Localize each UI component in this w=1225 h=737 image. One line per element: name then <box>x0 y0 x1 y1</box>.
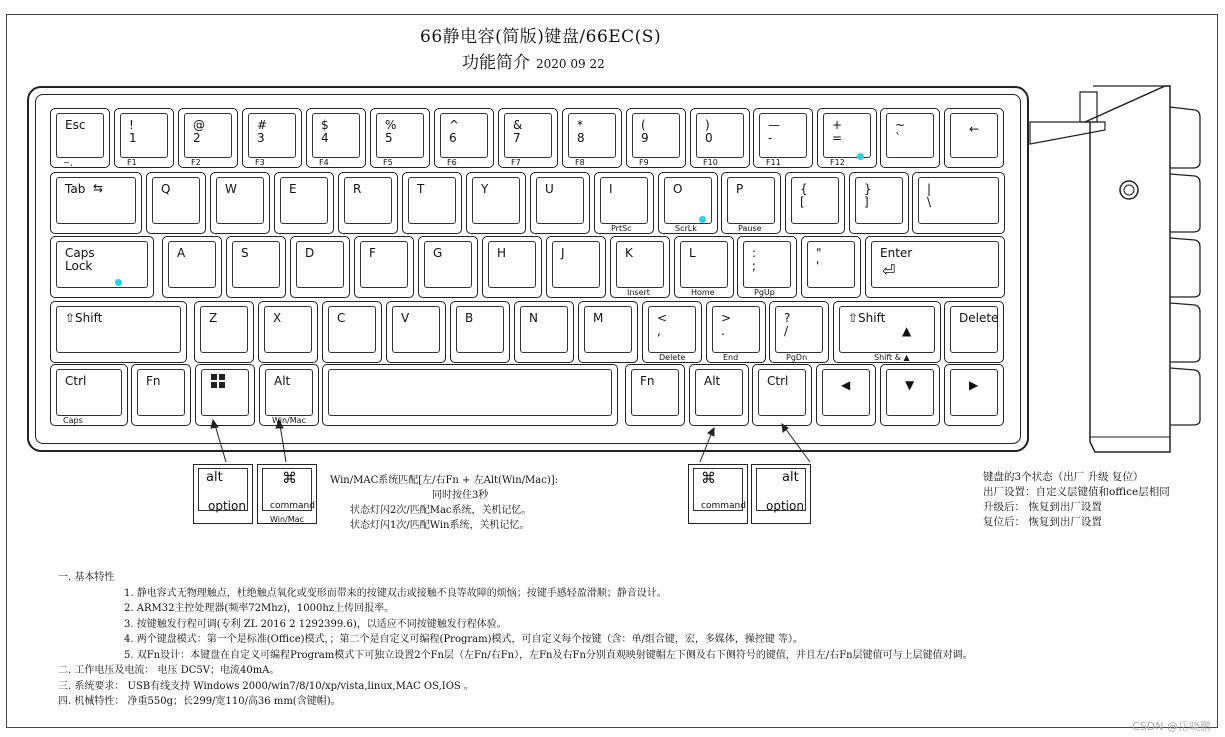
key-fn-legend: Shift & ▲ <box>874 353 910 362</box>
key-fn-legend: Home <box>691 288 715 297</box>
states-note-line3: 升级后： 恢复到出厂设置 <box>983 501 1102 513</box>
feature-item-4: 4. 两个键盘模式：第一个是标准(Office)模式，；第二个是自定义可编程(Program)模式，可自定义每个按键（含：单/组合键，宏，多媒体，操控键 等）。 <box>124 634 804 645</box>
alt-option-key-left <box>193 464 253 524</box>
states-note-line1: 键盘的3个状态（出厂 升级 复位） <box>983 471 1144 483</box>
key-fn-legend: F7 <box>511 158 521 167</box>
winmac-label: Win/Mac <box>270 515 304 524</box>
command-label: command <box>701 501 746 511</box>
key-fn-legend: Caps <box>63 416 83 425</box>
key-legend: C <box>337 311 346 325</box>
key-legend: Caps Lock <box>65 246 95 273</box>
key-legend: Fn <box>640 374 655 388</box>
key-legend: % 5 <box>385 118 397 145</box>
key-legend: @ 2 <box>193 118 205 145</box>
status-indicator-dot <box>857 153 864 160</box>
key-legend: Ctrl <box>767 374 789 388</box>
states-note-line2: 出厂设置：自定义层键值和office层相同 <box>983 486 1170 498</box>
key-legend: Fn <box>146 374 161 388</box>
key-legend: Ctrl <box>65 374 87 388</box>
tab-arrows-icon: ⇆ <box>93 181 104 195</box>
key-legend: ? / <box>784 311 791 338</box>
key-fn-legend: Delete <box>659 353 686 362</box>
winmac-note-line4: 状态灯闪1次/匹配Win系统，关机记忆。 <box>350 520 530 531</box>
key-legend: O <box>673 182 683 196</box>
key-legend: K <box>625 246 633 260</box>
subtitle-text: 功能简介 <box>462 53 530 73</box>
feature-item-2: 2. ARM32主控处理器(频率72Mhz)，1000hz上传回报率。 <box>124 603 395 614</box>
enter-return-icon: ⏎ <box>882 261 896 280</box>
key-legend: ) 0 <box>705 118 713 145</box>
alt-label: alt <box>782 470 799 485</box>
feature-heading-1: 一. 基本特性 <box>58 572 115 583</box>
key-legend: T <box>417 182 425 196</box>
key-legend: S <box>241 246 249 260</box>
key-legend: I <box>609 182 613 196</box>
key-fn-legend: F12 <box>830 158 845 167</box>
key-fn-legend: F8 <box>575 158 585 167</box>
key-fn-legend: End <box>723 353 739 362</box>
windows-logo-icon <box>210 373 226 392</box>
key-legend: A <box>177 246 186 260</box>
key-legend: < , <box>657 311 668 338</box>
key-legend: } ] <box>864 182 872 209</box>
key-legend: V <box>401 311 410 325</box>
key-legend: * 8 <box>577 118 585 145</box>
key-fn-legend: Insert <box>627 288 650 297</box>
feature-heading-4: 四. 机械特性： 净重550g；长299/宽110/高36 mm(含键帽)。 <box>58 696 341 707</box>
key-legend: Tab <box>65 182 86 196</box>
key-legend: ⇧Shift <box>65 311 103 325</box>
key-fn-legend: F2 <box>191 158 201 167</box>
key-legend: { [ <box>800 182 808 209</box>
key-legend: | \ <box>927 182 932 209</box>
key-fn-legend: F5 <box>383 158 393 167</box>
key-fn-legend: ~、 <box>63 158 78 167</box>
states-note-line4: 复位后： 恢复到出厂设置 <box>983 516 1102 528</box>
option-label: option <box>766 499 804 513</box>
key-fn-legend: F11 <box>766 158 781 167</box>
key-legend: H <box>497 246 507 260</box>
command-icon: ⌘ <box>701 469 716 487</box>
winmac-note-line1: Win/MAC系统匹配[左/右Fn + 左Alt(Win/Mac)]: <box>330 475 559 486</box>
key-legend: G <box>433 246 443 260</box>
key-legend: Alt <box>274 374 291 388</box>
page-title: 66静电容(简版)键盘/66EC(S) <box>420 27 662 47</box>
key-legend: L <box>689 246 696 260</box>
alt-label: alt <box>206 470 223 485</box>
key-legend: F <box>369 246 376 260</box>
key-fn-legend: PrtSc <box>611 224 632 233</box>
key-legend: E <box>289 182 297 196</box>
winmac-note-line2: 同时按住3秒 <box>432 490 489 501</box>
feature-item-1: 1. 静电容式无物理触点，杜绝触点氧化或变形而带来的按键双击或接触不良等故障的烦恼；按键手感轻盈滑顺；静音设计。 <box>124 587 667 599</box>
alt-option-key-right <box>751 464 811 524</box>
key-legend: D <box>305 246 315 260</box>
option-label: option <box>208 499 246 513</box>
key-fn-legend: PgDn <box>786 353 808 362</box>
feature-item-5: 5. 双Fn设计：本键盘在自定义可编程Program模式下可独立设置2个Fn层（左Fn/右Fn），左Fn及右Fn分别直观映射键帽左下侧及右下侧符号的键值，并且左/右Fn层键值可与上层键值对调。 <box>124 649 973 661</box>
key-legend: — - <box>768 118 780 145</box>
key-legend: M <box>593 311 604 325</box>
key-legend: Y <box>481 182 489 196</box>
key-fn-legend: PgUp <box>754 288 775 297</box>
key-legend: W <box>225 182 237 196</box>
features-section <box>58 570 973 710</box>
winmac-note <box>330 473 558 533</box>
key-legend: R <box>353 182 362 196</box>
key-legend: B <box>465 311 474 325</box>
key-fn-legend: F4 <box>319 158 329 167</box>
key-legend: Z <box>209 311 218 325</box>
winmac-note-line3: 状态灯闪2次/匹配Mac系统，关机记忆。 <box>350 505 532 516</box>
key-legend: U <box>545 182 554 196</box>
key-legend: + = <box>832 118 843 145</box>
key-legend: $ 4 <box>321 118 329 145</box>
key-legend: ~ ` <box>895 118 906 145</box>
key-fn-legend: F3 <box>255 158 265 167</box>
key-legend: X <box>273 311 282 325</box>
key-legend: Alt <box>704 374 721 388</box>
date-text: 2020 09 22 <box>536 57 605 71</box>
key-fn-legend: F9 <box>639 158 649 167</box>
watermark: CSDN @岳晓鹏 <box>1132 720 1211 733</box>
key-legend: ( 9 <box>641 118 649 145</box>
command-label: command <box>270 501 315 511</box>
status-indicator-dot <box>699 216 706 223</box>
key-fn-legend: Win/Mac <box>272 416 306 425</box>
key-legend: N <box>529 311 538 325</box>
key-legend: : ; <box>752 246 757 273</box>
key-legend: ◀ <box>841 378 851 392</box>
feature-item-3: 3. 按键触发行程可调(专利 ZL 2016 2 1292399.6)，以适应不同按键触发行程体验。 <box>124 618 507 630</box>
key-legend: Esc <box>65 118 86 132</box>
key-legend: ⇧Shift <box>848 311 886 325</box>
key-fn-legend: Pause <box>738 224 762 233</box>
key-legend: P <box>736 182 744 196</box>
key-legend: Q <box>161 182 171 196</box>
key-legend: " ' <box>816 246 822 273</box>
key-legend: J <box>561 246 565 260</box>
key-fn-legend: ScrLk <box>675 224 697 233</box>
feature-heading-2: 二. 工作电压及电流： 电压 DC5V；电流40mA。 <box>58 665 280 676</box>
command-key-right <box>688 464 748 524</box>
command-key-left <box>257 464 317 524</box>
key-legend: # 3 <box>257 118 268 145</box>
key-legend: Enter <box>880 246 913 260</box>
key-legend: ▶ <box>969 378 979 392</box>
key-legend: > . <box>721 311 732 338</box>
status-indicator-dot <box>115 279 122 286</box>
states-note <box>983 470 1170 530</box>
key-legend: Delete <box>959 311 999 325</box>
up-arrow-icon: ▲ <box>902 324 912 338</box>
key-legend: ▼ <box>905 378 915 392</box>
key-fn-legend: F10 <box>703 158 718 167</box>
command-icon: ⌘ <box>282 469 297 487</box>
key-fn-legend: F6 <box>447 158 457 167</box>
key-legend: & 7 <box>513 118 523 145</box>
key-legend: ! 1 <box>129 118 137 145</box>
feature-heading-3: 三. 系统要求： USB有线支持 Windows 2000/win7/8/10/xp/vista,linux,MAC OS,IOS 。 <box>58 680 474 692</box>
key-legend: ^ 6 <box>449 118 460 145</box>
key-legend: ← <box>969 122 980 136</box>
key-fn-legend: F1 <box>127 158 137 167</box>
